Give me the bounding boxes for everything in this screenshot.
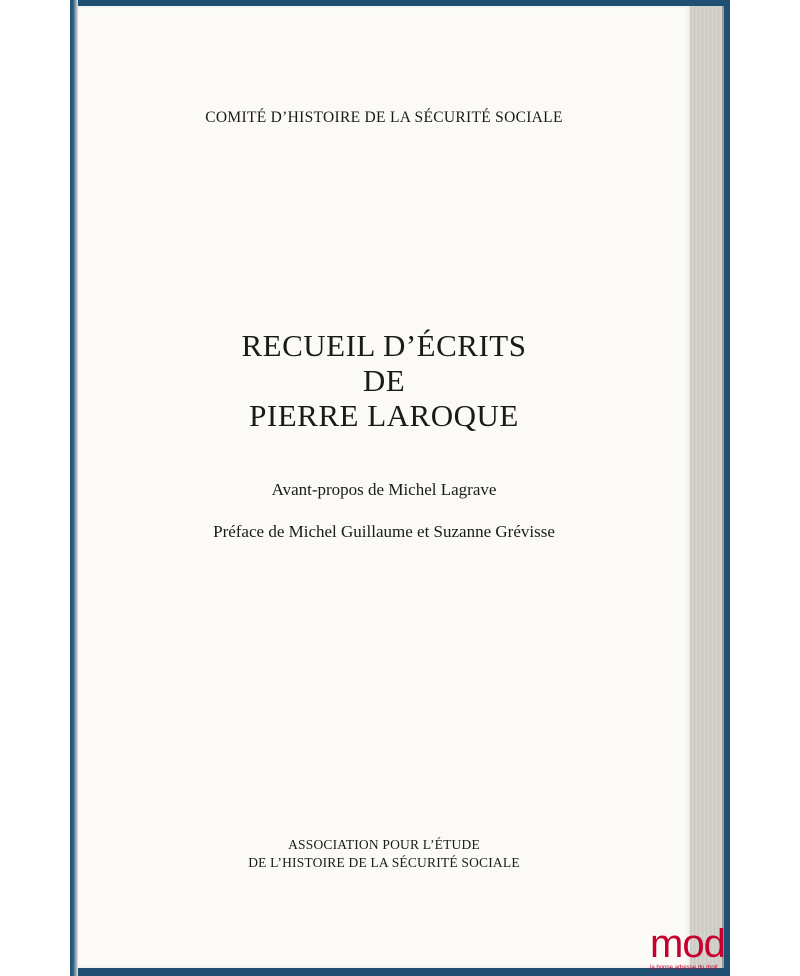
preface-credit: Préface de Michel Guillaume et Suzanne Grévisse — [213, 522, 555, 541]
title-line-1: RECUEIL D’ÉCRITS — [241, 328, 527, 363]
logo-text: mod — [650, 922, 725, 966]
committee-heading: COMITÉ D’HISTOIRE DE LA SÉCURITÉ SOCIALE — [205, 109, 563, 126]
foreword-credit: Avant-propos de Michel Lagrave — [271, 480, 497, 499]
publisher-line-2: DE L’HISTOIRE DE LA SÉCURITÉ SOCIALE — [248, 855, 520, 870]
watermark-logo — [650, 924, 728, 974]
book-title — [78, 328, 690, 433]
book-spine — [70, 0, 78, 976]
title-line-2: DE — [362, 363, 406, 398]
publisher-block — [78, 836, 690, 872]
page-edges — [690, 6, 724, 968]
logo-tagline: la bonne adresse du droit — [650, 965, 718, 971]
cover-edge — [724, 0, 730, 976]
publisher-line-1: ASSOCIATION POUR L’ÉTUDE — [288, 837, 480, 852]
title-line-3: PIERRE LAROQUE — [249, 398, 519, 433]
